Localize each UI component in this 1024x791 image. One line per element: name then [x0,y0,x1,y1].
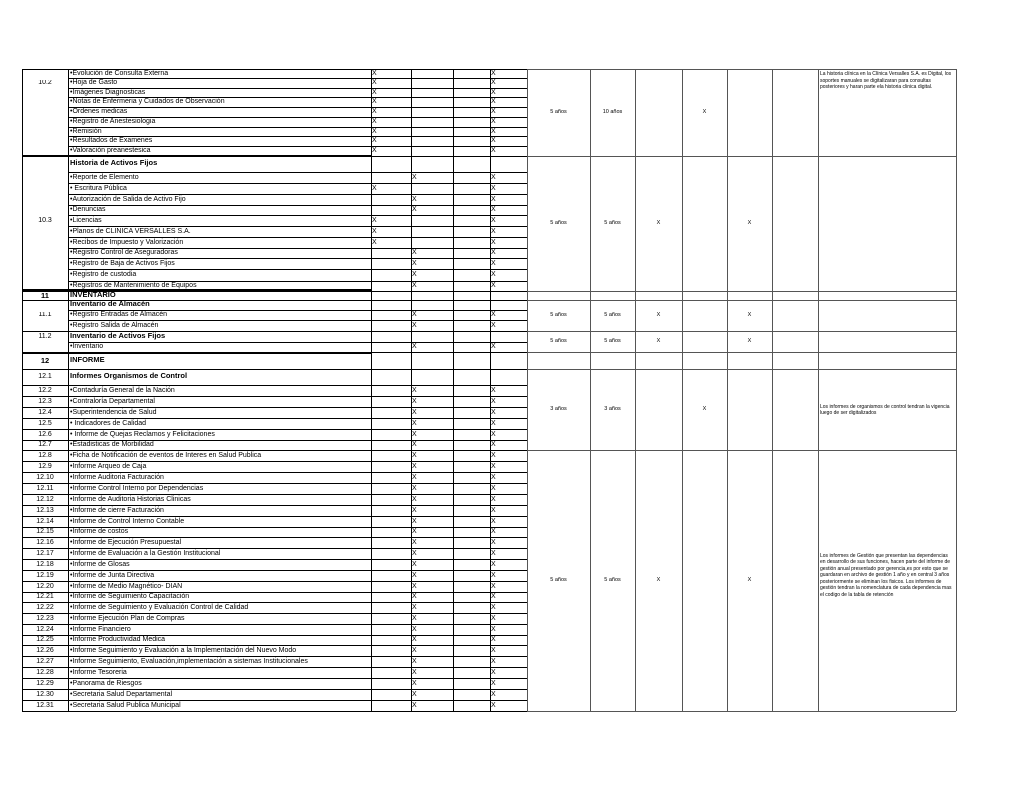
merged-cell-mask [23,258,68,260]
archivo-gestion-value: 5 años [550,337,567,344]
series-label: •Informe Financiero [70,625,131,633]
disposition-mark: X [747,311,752,318]
series-label: •Evolución de Consulta Externa [70,69,169,77]
merged-cell-mask [23,226,68,228]
series-label: •Informe de Seguimiento y Evaluación Control de Calidad [70,603,249,611]
group-divider [527,352,956,353]
row-number: 12.24 [36,625,54,633]
group-divider [527,156,956,157]
x-mark: X [491,657,496,665]
series-label: •Ficha de Notificación de eventos de Interes en Salud Publica [70,451,262,459]
x-mark: X [491,571,496,579]
x-mark: X [491,473,496,481]
x-mark: X [412,195,417,203]
x-mark: X [412,593,417,600]
row-number: 12.16 [36,538,54,546]
row-number: 12.30 [36,690,54,698]
row-number: 11.1 [38,311,52,318]
row-number: 12.17 [36,549,54,557]
x-mark: X [412,484,417,492]
section-heading: Inventario de Activos Fijos [70,330,166,340]
x-mark: X [412,282,417,289]
archivo-gestion-value: 5 años [550,108,567,115]
merged-cell-mask [23,205,68,207]
series-label: •Inventario [70,343,104,350]
x-mark: X [412,495,417,503]
row-divider [22,711,527,712]
x-mark: X [491,690,496,698]
section-divider [22,155,371,157]
x-mark: X [412,206,417,213]
archivo-gestion-value: 5 años [550,311,567,318]
row-number: 12.21 [36,593,54,600]
x-mark: X [412,668,417,676]
x-mark: X [491,701,496,709]
series-label: •Panorama de Riesgos [70,679,142,687]
merged-cell-mask [23,269,68,271]
x-mark: X [372,98,377,105]
row-number: 11.2 [38,332,52,340]
x-mark: X [412,386,417,394]
merged-cell-mask [23,215,68,217]
archivo-gestion-value: 5 años [550,576,567,583]
archivo-central-value: 5 años [604,311,621,318]
series-label: •Superintendencia de Salud [70,408,157,416]
x-mark: X [491,195,496,203]
x-mark: X [491,462,496,470]
series-label: •Imágenes Diagnosticas [70,88,146,96]
row-number: 12.29 [36,679,54,687]
x-mark: X [372,137,377,144]
series-label: •Notas de Enfermeria y Cuidados de Observación [70,98,225,105]
series-label: •Registro Entradas de Almacén [70,311,168,318]
series-label: •Informe de Junta Directiva [70,571,155,579]
x-mark: X [412,538,417,546]
row-number: 11 [41,290,49,300]
merged-cell-mask [23,117,68,119]
x-mark: X [491,216,496,224]
archivo-central-value: 3 años [604,405,621,412]
disposition-mark: X [656,576,661,583]
series-label: •Informe Tesoreria [70,668,127,676]
archivo-central-value: 5 años [604,576,621,583]
row-number: 12.7 [38,441,52,448]
merged-cell-mask [23,97,68,99]
series-label: •Resultados de Examenes [70,137,153,144]
x-mark: X [372,127,377,135]
x-mark: X [491,636,496,643]
row-number: 12.23 [36,614,54,622]
x-mark: X [412,451,417,459]
x-mark: X [372,69,377,77]
merged-cell-mask [23,107,68,109]
series-label: •Contraloría Departamental [70,397,155,405]
x-mark: X [412,657,417,665]
x-mark: X [491,528,496,535]
x-mark: X [491,386,496,394]
x-mark: X [491,397,496,405]
group-divider [527,711,956,712]
series-label: •Estadisticas de Morbilidad [70,441,154,448]
archivo-central-value: 5 años [604,337,621,344]
series-label: •Registro de Anestesiologia [70,118,156,125]
x-mark: X [491,451,496,459]
x-mark: X [412,259,417,267]
x-mark: X [491,206,496,213]
x-mark: X [372,147,377,154]
row-number: 12.13 [36,506,54,514]
x-mark: X [491,593,496,600]
group-divider [527,69,956,70]
disposition-mark: X [656,311,661,318]
series-label: •Ordenes medicas [70,108,128,115]
row-number: 12.19 [36,571,54,579]
series-label: •Informe de cierre Facturación [70,506,164,514]
x-mark: X [412,582,417,590]
archivo-gestion-value: 3 años [550,405,567,412]
series-label: •Secretaria Salud Departamental [70,690,173,698]
column-divider [635,69,636,711]
row-number: 12.14 [36,517,54,525]
series-label: •Remisión [70,127,102,135]
column-divider [682,69,683,711]
series-label: •Recibos de Impuesto y Valorización [70,238,184,246]
series-label: • Indicadores de Calidad [70,419,146,427]
disposition-mark: X [747,219,752,226]
column-divider [22,69,23,711]
x-mark: X [372,216,377,224]
x-mark: X [412,517,417,525]
row-number: 12.28 [36,668,54,676]
series-label: •Informe de Ejecución Presupuestal [70,538,182,546]
row-number: 12.1 [38,373,52,380]
x-mark: X [491,271,496,278]
x-mark: X [491,343,496,350]
series-label: • Escritura Pública [70,184,127,192]
row-number: 10.3 [38,216,52,224]
x-mark: X [491,259,496,267]
series-label: •Informe Productividad Medica [70,636,166,643]
series-label: •Valoración preanestesica [70,147,151,154]
x-mark: X [412,528,417,535]
archivo-central-value: 5 años [604,219,621,226]
series-label: •Hoja de Gasto [70,79,118,86]
series-label: •Informe Auditoria Facturación [70,473,164,481]
disposition-mark: X [702,108,707,115]
x-mark: X [412,690,417,698]
x-mark: X [412,408,417,416]
column-divider [527,69,528,711]
x-mark: X [372,238,377,246]
series-label: •Registro de custodia [70,271,137,278]
row-number: 12.8 [38,451,52,459]
x-mark: X [491,184,496,192]
x-mark: X [491,506,496,514]
x-mark: X [412,473,417,481]
x-mark: X [491,560,496,568]
x-mark: X [412,560,417,568]
row-number: 12.4 [38,408,52,416]
column-divider [772,69,773,711]
column-divider [490,69,491,711]
x-mark: X [412,321,417,329]
section-heading: Inventario de Almacén [70,299,150,308]
row-number: 12.9 [38,462,52,470]
x-mark: X [412,701,417,709]
x-mark: X [491,321,496,329]
x-mark: X [372,184,377,192]
series-label: •Informe de Glosas [70,560,130,568]
x-mark: X [491,408,496,416]
x-mark: X [412,249,417,256]
x-mark: X [412,571,417,579]
disposition-mark: X [747,337,752,344]
x-mark: X [412,441,417,448]
series-label: •Informe Control Interno por Dependencias [70,484,204,492]
merged-cell-mask [23,248,68,250]
disposition-mark: X [747,576,752,583]
x-mark: X [372,88,377,96]
x-mark: X [412,271,417,278]
x-mark: X [491,282,496,289]
x-mark: X [412,506,417,514]
x-mark: X [491,127,496,135]
column-divider [956,69,957,711]
row-number: 12 [40,355,50,365]
x-mark: X [412,311,417,318]
x-mark: X [412,430,417,438]
merged-cell-mask [23,320,68,322]
section-divider [22,352,371,354]
x-mark: X [491,582,496,590]
merged-cell-mask [23,310,68,312]
column-divider [68,69,69,711]
series-label: •Contaduría General de la Nación [70,386,175,394]
merged-cell-mask [23,342,68,344]
column-divider [590,69,591,711]
row-number: 12.27 [36,657,54,665]
section-heading: INFORME [70,354,105,364]
column-divider [371,69,372,711]
section-divider [22,289,371,291]
group-divider [527,291,956,292]
x-mark: X [491,495,496,503]
x-mark: X [491,118,496,125]
series-label: •Informe Arqueo de Caja [70,462,147,470]
x-mark: X [491,614,496,622]
row-number: 10.2 [38,79,52,86]
x-mark: X [491,98,496,105]
x-mark: X [491,484,496,492]
x-mark: X [412,419,417,427]
row-number: 12.20 [36,582,54,590]
section-heading: Historia de Activos Fijos [70,158,158,167]
group-divider [527,331,956,332]
x-mark: X [491,238,496,246]
merged-cell-mask [23,172,68,174]
x-mark: X [412,603,417,611]
merged-cell-mask [23,194,68,196]
x-mark: X [491,668,496,676]
x-mark: X [412,397,417,405]
column-divider [818,69,819,711]
x-mark: X [491,430,496,438]
x-mark: X [491,79,496,86]
series-label: •Informe de Auditoria Historias Clinicas [70,495,191,503]
series-label: •Informe Seguimiento y Evaluación a la Implementación del Nuevo Modo [70,646,297,654]
x-mark: X [491,249,496,256]
x-mark: X [412,549,417,557]
row-divider [22,69,527,70]
x-mark: X [372,79,377,86]
x-mark: X [491,603,496,611]
x-mark: X [372,227,377,235]
observations-note: Los informes de organismos de control tendran la vigencia luego de ser digitalizados [820,403,950,417]
row-number: 12.22 [36,603,54,611]
row-number: 12.11 [36,484,54,492]
merged-cell-mask [23,127,68,129]
x-mark: X [491,69,496,77]
row-divider [22,369,527,370]
series-label: •Informe de costos [70,528,129,535]
x-mark: X [372,108,377,115]
series-label: •Registro Salida de Almacén [70,321,159,329]
merged-cell-mask [23,281,68,283]
row-number: 12.31 [36,701,54,709]
series-label: •Autorización de Salida de Activo Fijo [70,195,186,203]
x-mark: X [412,625,417,633]
series-label: •Registro de Baja de Activos Fijos [70,259,175,267]
x-mark: X [491,517,496,525]
x-mark: X [491,625,496,633]
row-number: 12.26 [36,646,54,654]
row-number: 12.6 [38,430,52,438]
x-mark: X [412,646,417,654]
x-mark: X [491,147,496,154]
x-mark: X [491,108,496,115]
merged-cell-mask [23,88,68,90]
merged-cell-mask [23,78,68,80]
x-mark: X [491,137,496,144]
series-label: •Informe Seguimiento, Evaluación,implementación a sistemas Institucionales [70,657,308,665]
x-mark: X [491,227,496,235]
series-label: •Licencias [70,216,102,224]
row-number: 12.25 [36,636,54,643]
merged-cell-mask [23,183,68,185]
x-mark: X [412,462,417,470]
x-mark: X [491,88,496,96]
section-heading: INVENTARIO [70,289,116,299]
x-mark: X [412,173,417,181]
x-mark: X [491,679,496,687]
x-mark: X [412,636,417,643]
series-label: •Secretaria Salud Publica Municipal [70,701,181,709]
x-mark: X [491,441,496,448]
section-heading: Informes Organismos de Control [70,371,188,380]
disposition-mark: X [656,219,661,226]
column-divider [453,69,454,711]
column-divider [727,69,728,711]
series-label: •Informe de Medio Magnético- DIAN [70,582,183,590]
x-mark: X [491,549,496,557]
row-number: 12.12 [36,495,54,503]
row-number: 12.5 [38,419,52,427]
x-mark: X [491,173,496,181]
x-mark: X [372,118,377,125]
merged-cell-mask [23,136,68,138]
row-number: 12.3 [38,397,52,405]
group-divider [527,450,956,451]
observations-note: La historia clínica en la Clínica Versalles S.A. es Digital, los soportes manuales se digitalizaran para consultas posteriores y haran parte ela historia clinica digital. [820,71,952,91]
row-number: 12.10 [36,473,54,481]
x-mark: X [412,343,417,350]
disposition-mark: X [702,405,707,412]
series-label: •Reporte de Elemento [70,173,139,181]
series-label: •Informe de Seguimiento Capacitación [70,593,190,600]
series-label: •Denuncias [70,206,106,213]
series-label: •Informe de Control Interno Contable [70,517,185,525]
series-label: • Informe de Quejas Reclamos y Felicitaciones [70,430,215,438]
x-mark: X [412,679,417,687]
series-label: •Informe Ejecución Plan de Compras [70,614,185,622]
x-mark: X [491,311,496,318]
x-mark: X [491,646,496,654]
row-number: 12.18 [36,560,54,568]
series-label: •Registro Control de Aseguradoras [70,249,178,256]
x-mark: X [412,614,417,622]
x-mark: X [491,538,496,546]
x-mark: X [491,419,496,427]
column-divider [411,69,412,711]
row-number: 12.2 [38,386,52,394]
series-label: •Registros de Mantenimiento de Equipos [70,282,197,289]
observations-note: Los informes de Gestión que presentan las dependencias en desarrollo de sus funciones, hacen parte del informe de gestión anual presentado por gerencia,es por esto que se guardaran en archivo de gestión 1 año y en central 3 años posteriormente se eliminan los fisicos. Los informes de gestión tendran la nomenclatura de cada dependencia mas el codigo de la tabla de retención [820,552,952,599]
merged-cell-mask [23,237,68,239]
row-number: 12.15 [36,528,54,535]
archivo-gestion-value: 5 años [550,219,567,226]
group-divider [527,369,956,370]
group-divider [527,300,956,301]
merged-cell-mask [23,146,68,148]
series-label: •Informe de Evaluación a la Gestión Institucional [70,549,221,557]
series-label: •Planos de CLINICA VERSALLES S.A. [70,227,191,235]
archivo-central-value: 10 años [602,108,623,115]
disposition-mark: X [656,337,661,344]
